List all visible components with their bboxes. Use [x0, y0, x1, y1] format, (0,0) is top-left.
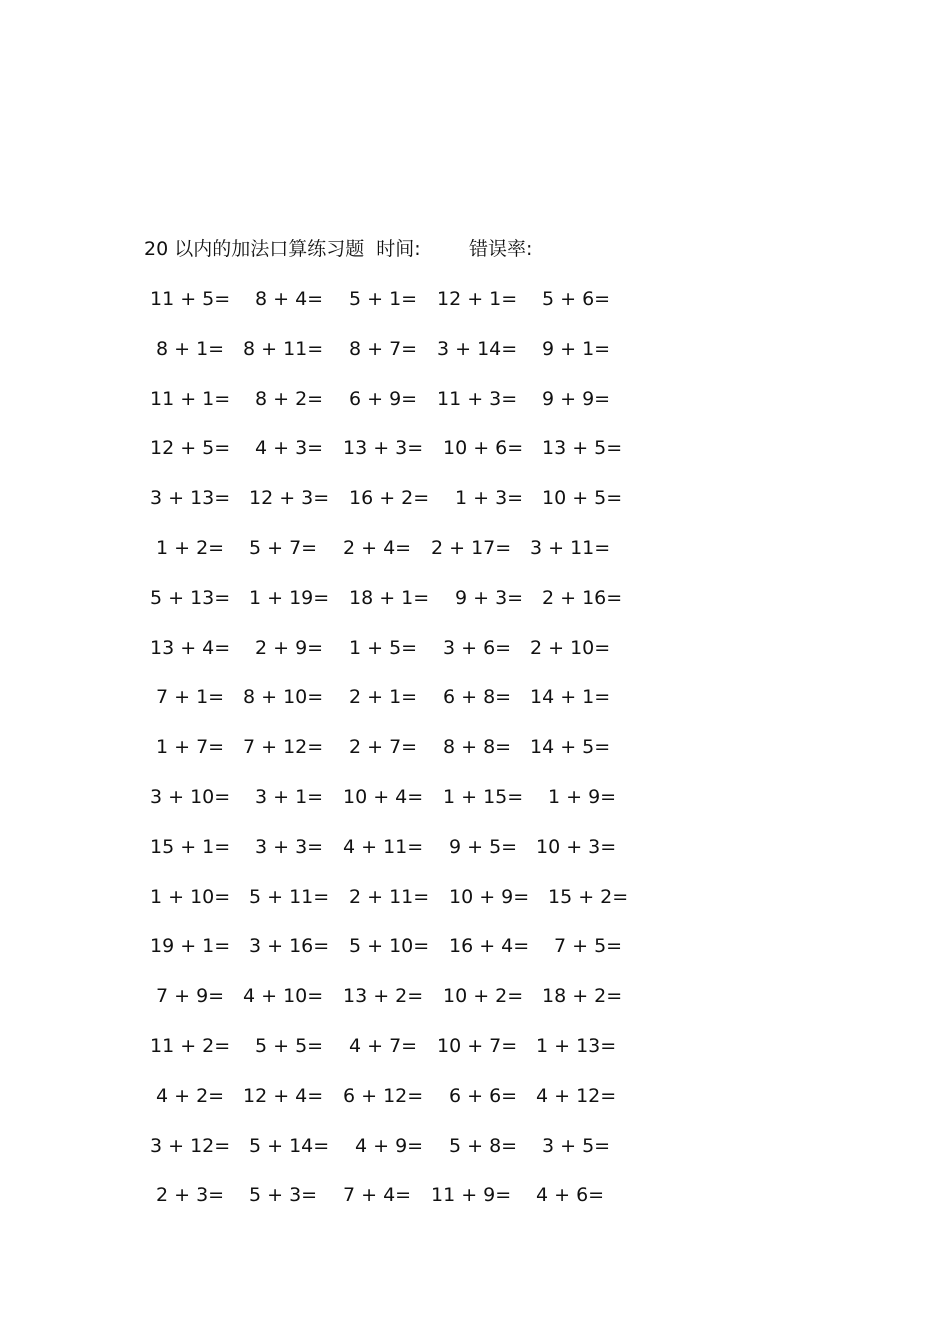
addition-problem: 2 + 10= — [530, 636, 611, 659]
addition-problem: 3 + 3= — [255, 835, 324, 858]
addition-problem: 11 + 5= — [150, 288, 231, 310]
addition-problem: 5 + 13= — [150, 586, 231, 609]
addition-problem: 5 + 6= — [542, 288, 611, 310]
addition-problem: 1 + 10= — [150, 885, 231, 908]
addition-problem: 12 + 4= — [243, 1084, 324, 1107]
addition-problem: 6 + 8= — [443, 686, 512, 709]
addition-problem: 10 + 2= — [443, 985, 524, 1008]
addition-problem: 15 + 2= — [548, 885, 629, 908]
addition-problem: 1 + 15= — [443, 786, 524, 808]
addition-problem: 13 + 3= — [343, 437, 424, 460]
addition-problem: 12 + 1= — [437, 288, 518, 310]
problem-row — [0, 535, 950, 561]
addition-problem: 7 + 1= — [156, 686, 225, 709]
addition-problem: 4 + 10= — [243, 985, 324, 1008]
problem-row — [0, 286, 950, 312]
addition-problem: 6 + 9= — [349, 387, 418, 410]
addition-problem: 4 + 9= — [355, 1134, 424, 1157]
addition-problem: 7 + 9= — [156, 985, 225, 1008]
problem-row — [0, 983, 950, 1009]
addition-problem: 13 + 4= — [150, 636, 231, 659]
addition-problem: 8 + 8= — [443, 736, 512, 759]
addition-problem: 11 + 2= — [150, 1035, 231, 1057]
worksheet-title: 20 以内的加法口算练习题 时间: 错误率: — [144, 238, 533, 260]
addition-problem: 5 + 11= — [249, 885, 330, 908]
problem-row — [0, 734, 950, 760]
addition-problem: 18 + 2= — [542, 985, 623, 1008]
addition-problem: 6 + 6= — [449, 1084, 518, 1107]
addition-problem: 1 + 13= — [536, 1035, 617, 1057]
addition-problem: 1 + 3= — [455, 487, 524, 510]
addition-problem: 3 + 11= — [530, 537, 611, 559]
addition-problem: 13 + 2= — [343, 985, 424, 1008]
addition-problem: 8 + 7= — [349, 337, 418, 360]
addition-problem: 3 + 12= — [150, 1134, 231, 1157]
addition-problem: 2 + 16= — [542, 586, 623, 609]
addition-problem: 2 + 11= — [349, 885, 430, 908]
addition-problem: 3 + 10= — [150, 786, 231, 808]
addition-problem: 11 + 3= — [437, 387, 518, 410]
addition-problem: 4 + 7= — [349, 1035, 418, 1057]
addition-problem: 8 + 4= — [255, 288, 324, 310]
addition-problem: 1 + 19= — [249, 586, 330, 609]
addition-problem: 2 + 4= — [343, 537, 412, 559]
addition-problem: 10 + 5= — [542, 487, 623, 510]
addition-problem: 9 + 1= — [542, 337, 611, 360]
addition-problem: 5 + 1= — [349, 288, 418, 310]
addition-problem: 3 + 1= — [255, 786, 324, 808]
problem-row — [0, 485, 950, 511]
addition-problem: 4 + 2= — [156, 1084, 225, 1107]
problem-row — [0, 386, 950, 412]
addition-problem: 7 + 4= — [343, 1184, 412, 1207]
problem-row — [0, 784, 950, 810]
addition-problem: 3 + 13= — [150, 487, 231, 510]
addition-problem: 10 + 9= — [449, 885, 530, 908]
addition-problem: 3 + 6= — [443, 636, 512, 659]
addition-problem: 14 + 1= — [530, 686, 611, 709]
addition-problem: 8 + 10= — [243, 686, 324, 709]
addition-problem: 4 + 12= — [536, 1084, 617, 1107]
addition-problem: 16 + 4= — [449, 935, 530, 958]
addition-problem: 4 + 3= — [255, 437, 324, 460]
addition-problem: 10 + 7= — [437, 1035, 518, 1057]
problem-row — [0, 435, 950, 461]
addition-problem: 18 + 1= — [349, 586, 430, 609]
problem-row — [0, 834, 950, 860]
addition-problem: 9 + 9= — [542, 387, 611, 410]
addition-problem: 9 + 5= — [449, 835, 518, 858]
addition-problem: 1 + 7= — [156, 736, 225, 759]
addition-problem: 12 + 3= — [249, 487, 330, 510]
addition-problem: 8 + 11= — [243, 337, 324, 360]
addition-problem: 7 + 5= — [554, 935, 623, 958]
problem-row — [0, 684, 950, 710]
addition-problem: 1 + 5= — [349, 636, 418, 659]
addition-problem: 1 + 9= — [548, 786, 617, 808]
problem-row — [0, 884, 950, 910]
addition-problem: 15 + 1= — [150, 835, 231, 858]
addition-problem: 12 + 5= — [150, 437, 231, 460]
addition-problem: 16 + 2= — [349, 487, 430, 510]
problem-row — [0, 1033, 950, 1059]
addition-problem: 14 + 5= — [530, 736, 611, 759]
addition-problem: 5 + 10= — [349, 935, 430, 958]
addition-problem: 3 + 5= — [542, 1134, 611, 1157]
addition-problem: 19 + 1= — [150, 935, 231, 958]
addition-problem: 5 + 14= — [249, 1134, 330, 1157]
addition-problem: 10 + 4= — [343, 786, 424, 808]
addition-problem: 5 + 3= — [249, 1184, 318, 1207]
addition-problem: 3 + 14= — [437, 337, 518, 360]
problem-row — [0, 1133, 950, 1159]
addition-problem: 10 + 6= — [443, 437, 524, 460]
addition-problem: 5 + 8= — [449, 1134, 518, 1157]
addition-problem: 7 + 12= — [243, 736, 324, 759]
addition-problem: 2 + 17= — [431, 537, 512, 559]
problem-row — [0, 1083, 950, 1109]
addition-problem: 2 + 3= — [156, 1184, 225, 1207]
addition-problem: 10 + 3= — [536, 835, 617, 858]
addition-problem: 3 + 16= — [249, 935, 330, 958]
problem-row — [0, 635, 950, 661]
problem-row — [0, 336, 950, 362]
addition-problem: 11 + 1= — [150, 387, 231, 410]
addition-problem: 2 + 9= — [255, 636, 324, 659]
addition-problem: 6 + 12= — [343, 1084, 424, 1107]
addition-problem: 4 + 11= — [343, 835, 424, 858]
addition-problem: 11 + 9= — [431, 1184, 512, 1207]
addition-problem: 1 + 2= — [156, 537, 225, 559]
problem-row — [0, 1182, 950, 1208]
addition-problem: 4 + 6= — [536, 1184, 605, 1207]
problem-row — [0, 933, 950, 959]
addition-problem: 2 + 1= — [349, 686, 418, 709]
addition-problem: 2 + 7= — [349, 736, 418, 759]
addition-problem: 13 + 5= — [542, 437, 623, 460]
problem-row — [0, 585, 950, 611]
addition-problem: 8 + 2= — [255, 387, 324, 410]
addition-problem: 5 + 7= — [249, 537, 318, 559]
addition-problem: 5 + 5= — [255, 1035, 324, 1057]
addition-problem: 9 + 3= — [455, 586, 524, 609]
addition-problem: 8 + 1= — [156, 337, 225, 360]
